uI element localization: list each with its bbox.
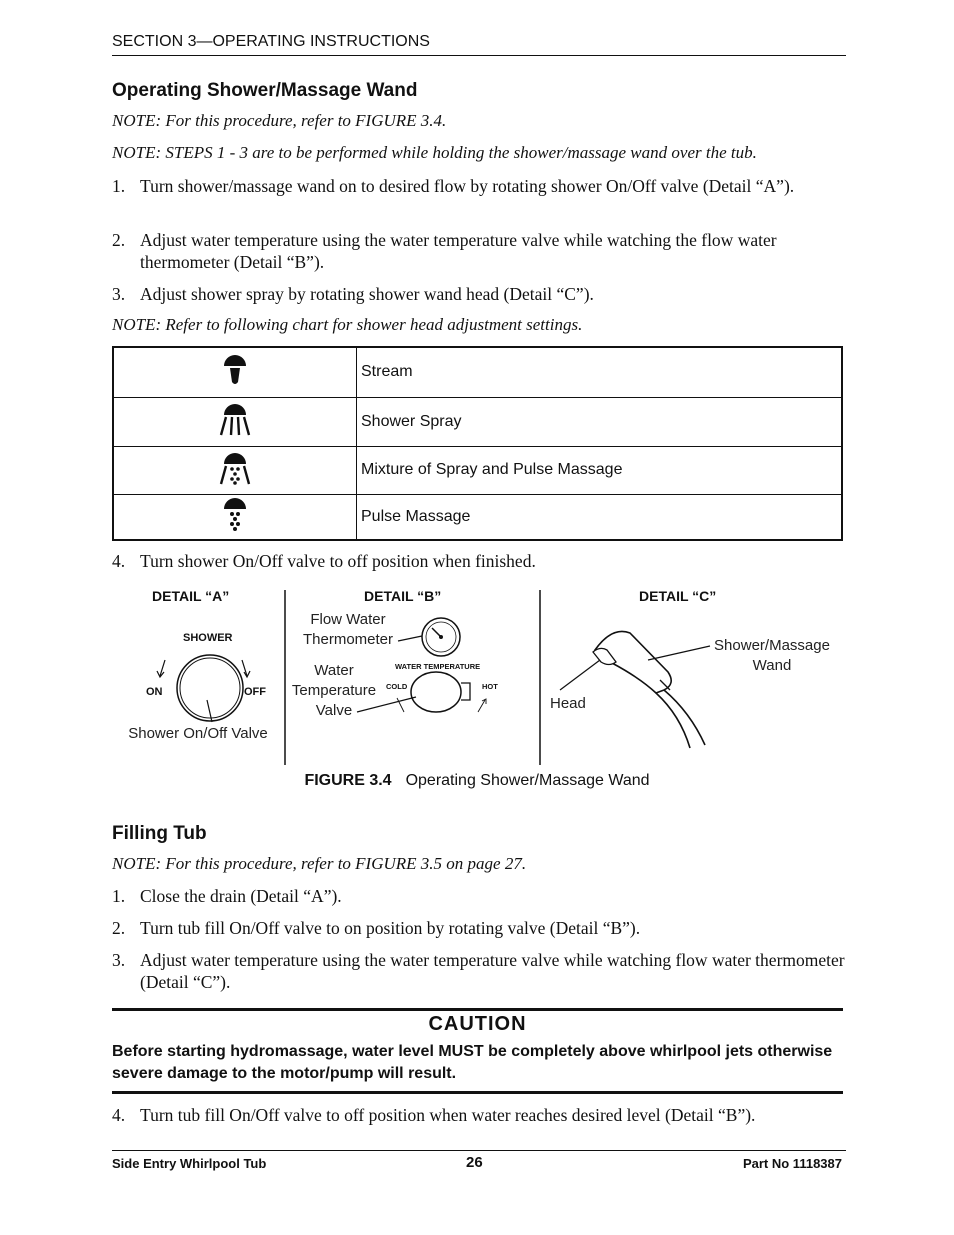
fill-step-3	[112, 949, 847, 993]
step-number: 4.	[112, 1105, 126, 1125]
hot-label: HOT	[482, 682, 498, 691]
detail-a-title: DETAIL “A”	[152, 588, 230, 604]
caution-bottom-rule	[112, 1091, 843, 1094]
section-heading-filling: Filling Tub	[112, 823, 207, 844]
footer-title: Side Entry Whirlpool Tub	[112, 1156, 267, 1171]
note-steps: NOTE: STEPS 1 - 3 are to be performed while holding the shower/massage wand over the tub.	[112, 143, 757, 162]
temperature-valve-label	[287, 661, 381, 721]
label-line: Water	[314, 662, 354, 679]
step-text: Turn shower On/Off valve to off position when finished.	[140, 551, 536, 571]
water-temperature-label: WATER TEMPERATURE	[395, 662, 481, 671]
note-filling-ref: NOTE: For this procedure, refer to FIGURE 3.5 on page 27.	[112, 854, 527, 873]
figure-title: Operating Shower/Massage Wand	[405, 772, 650, 789]
off-label: OFF	[244, 686, 266, 698]
fill-step-1	[112, 885, 847, 907]
cold-label: COLD	[386, 682, 408, 691]
step-number: 2.	[112, 918, 126, 938]
step-text: Close the drain (Detail “A”).	[140, 886, 342, 906]
section-heading-shower: Operating Shower/Massage Wand	[112, 80, 418, 101]
figure-caption	[0, 772, 954, 790]
note-chart: NOTE: Refer to following chart for shower head adjustment settings.	[112, 315, 583, 334]
step-text: Turn shower/massage wand on to desired flow by rotating shower On/Off valve (Detail “A”).	[140, 176, 795, 196]
step-number: 3.	[112, 284, 126, 304]
step-text: Turn tub fill On/Off valve to off position when water reaches desired level (Detail “B”).	[140, 1105, 756, 1125]
setting-label: Pulse Massage	[357, 494, 843, 540]
footer-part-number: Part No 1118387	[742, 1156, 842, 1171]
figure-number: FIGURE 3.4	[304, 772, 392, 789]
caution-top-rule	[112, 1008, 843, 1011]
label-line: Flow Water	[310, 611, 386, 628]
setting-label: Mixture of Spray and Pulse Massage	[357, 446, 843, 494]
step-number: 3.	[112, 950, 126, 970]
note-figure-ref: NOTE: For this procedure, refer to FIGURE 3.4.	[112, 111, 447, 130]
head-label: Head	[550, 695, 586, 712]
label-line: Thermometer	[302, 631, 394, 648]
step-number: 1.	[112, 886, 126, 906]
detail-c-title: DETAIL “C”	[639, 588, 717, 604]
setting-label: Stream	[357, 347, 843, 397]
step-text: Turn tub fill On/Off valve to on position by rotating valve (Detail “B”).	[140, 918, 641, 938]
caution-title: CAUTION	[428, 1013, 527, 1035]
detail-b-title: DETAIL “B”	[364, 588, 442, 604]
step-number: 1.	[112, 176, 126, 196]
label-line: Temperature	[291, 682, 377, 699]
label-line: Shower/Massage	[714, 637, 830, 654]
section-header: SECTION 3—OPERATING INSTRUCTIONS	[112, 33, 430, 50]
shower-valve-caption: Shower On/Off Valve	[128, 725, 268, 742]
caution-body: Before starting hydromassage, water level MUST be completely above whirlpool jets otherwise severe damage to the motor/pump will result.	[112, 1043, 833, 1082]
wand-label	[712, 636, 832, 676]
footer-rule	[112, 1150, 846, 1151]
step-text: Adjust water temperature using the water temperature valve while watching the flow water thermometer (Detail “B”).	[140, 230, 777, 272]
fill-step-2	[112, 917, 847, 939]
page-number: 26	[466, 1154, 483, 1171]
step-number: 4.	[112, 551, 126, 571]
on-label: ON	[146, 686, 163, 698]
step-text: Adjust water temperature using the water temperature valve while watching flow water thermometer (Detail “C”).	[140, 950, 845, 992]
setting-label: Shower Spray	[357, 397, 843, 446]
step-text: Adjust shower spray by rotating shower wand head (Detail “C”).	[140, 284, 594, 304]
step-number: 2.	[112, 230, 126, 250]
fill-step-4	[112, 1104, 852, 1126]
label-line: Wand	[752, 657, 792, 674]
shower-label: SHOWER	[183, 632, 233, 644]
flow-thermometer-label	[298, 610, 398, 650]
label-line: Valve	[315, 702, 353, 719]
